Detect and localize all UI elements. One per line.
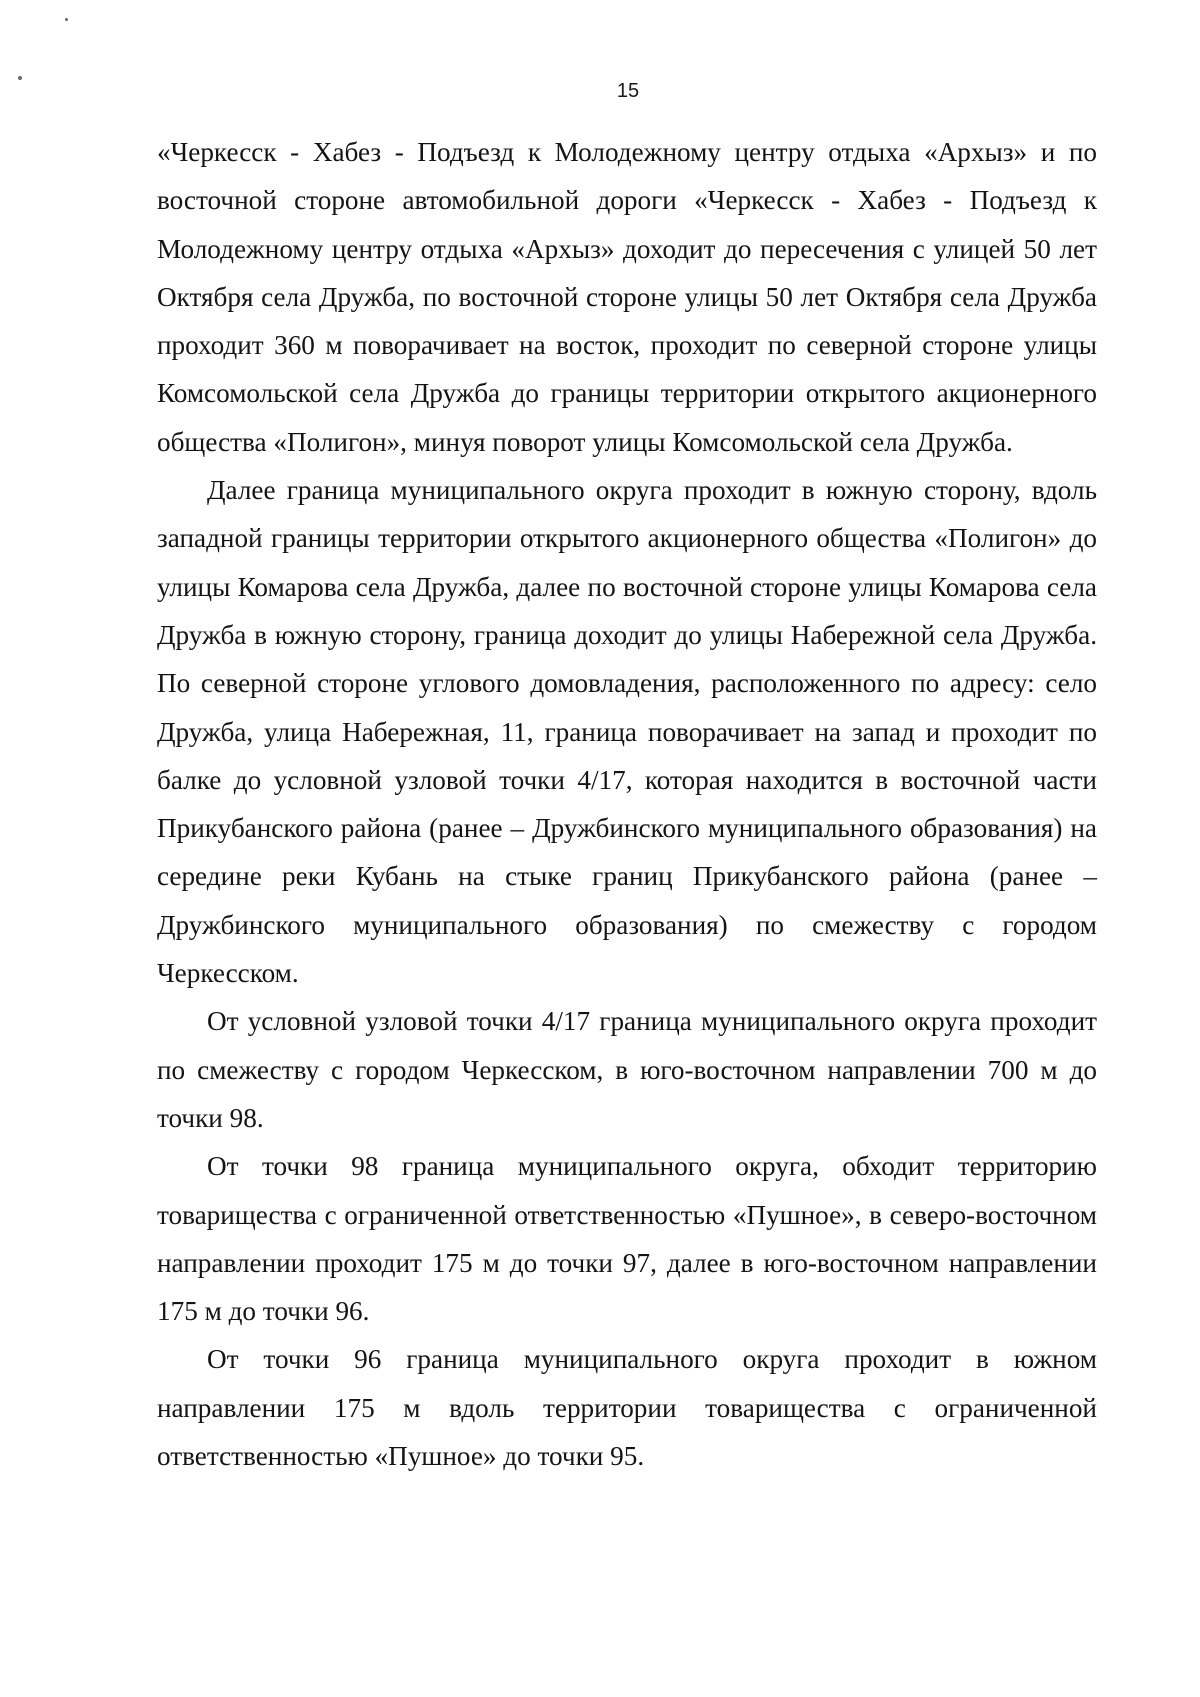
page-number: 15: [616, 80, 640, 102]
scan-speck: [65, 18, 68, 21]
paragraph: Далее граница муниципального округа проходит в южную сторону, вдоль западной границы территории открытого акционерного общества «Полигон» до улицы Комарова села Дружба, далее по восточной стороне улицы Комарова села Дружба в южную сторону, граница доходит до улицы Набережной села Дружба. По северной стороне углового домовладения, расположенного по адресу: село Дружба, улица Набережная, 11, граница поворачивает на запад и проходит по балке до условной узловой точки 4/17, которая находится в восточной части Прикубанского района (ранее – Дружбинского муниципального образования) на середине реки Кубань на стыке границ Прикубанского района (ранее – Дружбинского муниципального образования) по смежеству с городом Черкесском.: [157, 475, 1097, 989]
paragraph: От точки 96 граница муниципального округа проходит в южном направлении 175 м вдоль территории товарищества с ограниченной ответственностью «Пушное» до точки 95.: [157, 1344, 1097, 1472]
document-body: [157, 128, 1097, 1480]
paragraph: «Черкесск - Хабез - Подъезд к Молодежному центру отдыха «Архыз» и по восточной стороне автомобильной дороги «Черкесск - Хабез - Подъезд к Молодежному центру отдыха «Архыз» доходит до пересечения с улицей 50 лет Октября села Дружба, по восточной стороне улицы 50 лет Октября села Дружба проходит 360 м поворачивает на восток, проходит по северной стороне улицы Комсомольской села Дружба до границы территории открытого акционерного общества «Полигон», минуя поворот улицы Комсомольской села Дружба.: [157, 137, 1097, 457]
paragraph: От условной узловой точки 4/17 граница муниципального округа проходит по смежеству с городом Черкесском, в юго-восточном направлении 700 м до точки 98.: [157, 1006, 1097, 1133]
paragraph: От точки 98 граница муниципального округа, обходит территорию товарищества с ограниченной ответственностью «Пушное», в северо-восточном направлении проходит 175 м до точки 97, далее в юго-восточном направлении 175 м до точки 96.: [157, 1151, 1097, 1327]
